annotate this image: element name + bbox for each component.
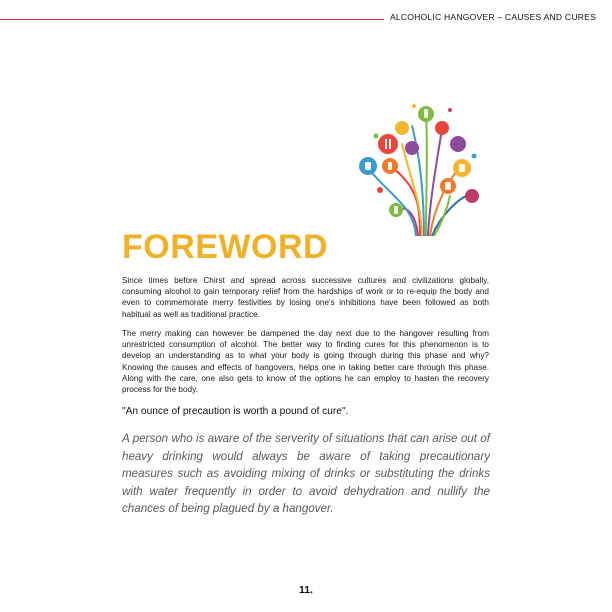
tree-of-drinks-icon xyxy=(350,96,490,236)
foreword-paragraph-1: Since times before Chirst and spread across successive cultures and civilizations globally, consuming alcohol to gain temporary relief from the hardships of work or to re-equip the body and even to commemorate merry festivities by losing one's inhibitions have been followed as both habitual as well as traditional practice. xyxy=(122,276,489,319)
italic-paragraph: A person who is aware of the serverity of situations that can arise out of heavy drinking would always be aware of taking precautionary measures such as avoiding mixing of drinks or substituting the drinks with water frequently in order to avoid dehydration and nullify the chances of being plagued by a hangover. xyxy=(122,432,490,516)
page-title: FOREWORD xyxy=(122,228,329,266)
quote: "An ounce of precaution is worth a pound of cure". xyxy=(122,406,349,417)
page-number: 11. xyxy=(298,584,314,596)
header-rule xyxy=(0,19,384,20)
header-title: ALCOHOLIC HANGOVER – CAUSES AND CURES xyxy=(389,12,596,22)
foreword-paragraph-2: The merry making can however be dampened the day next due to the hangover resulting from unrestricted consumption of alcohol. The better way to finding cures for this phenomenon is to develop an understanding as to what your body is going through during this phase and why? Knowing the causes and effects of hangovers, helps one in taking better care through this phase. Along with the care, one also gets to know of the options he can employ to hasten the recovery process for the body. xyxy=(122,329,489,395)
